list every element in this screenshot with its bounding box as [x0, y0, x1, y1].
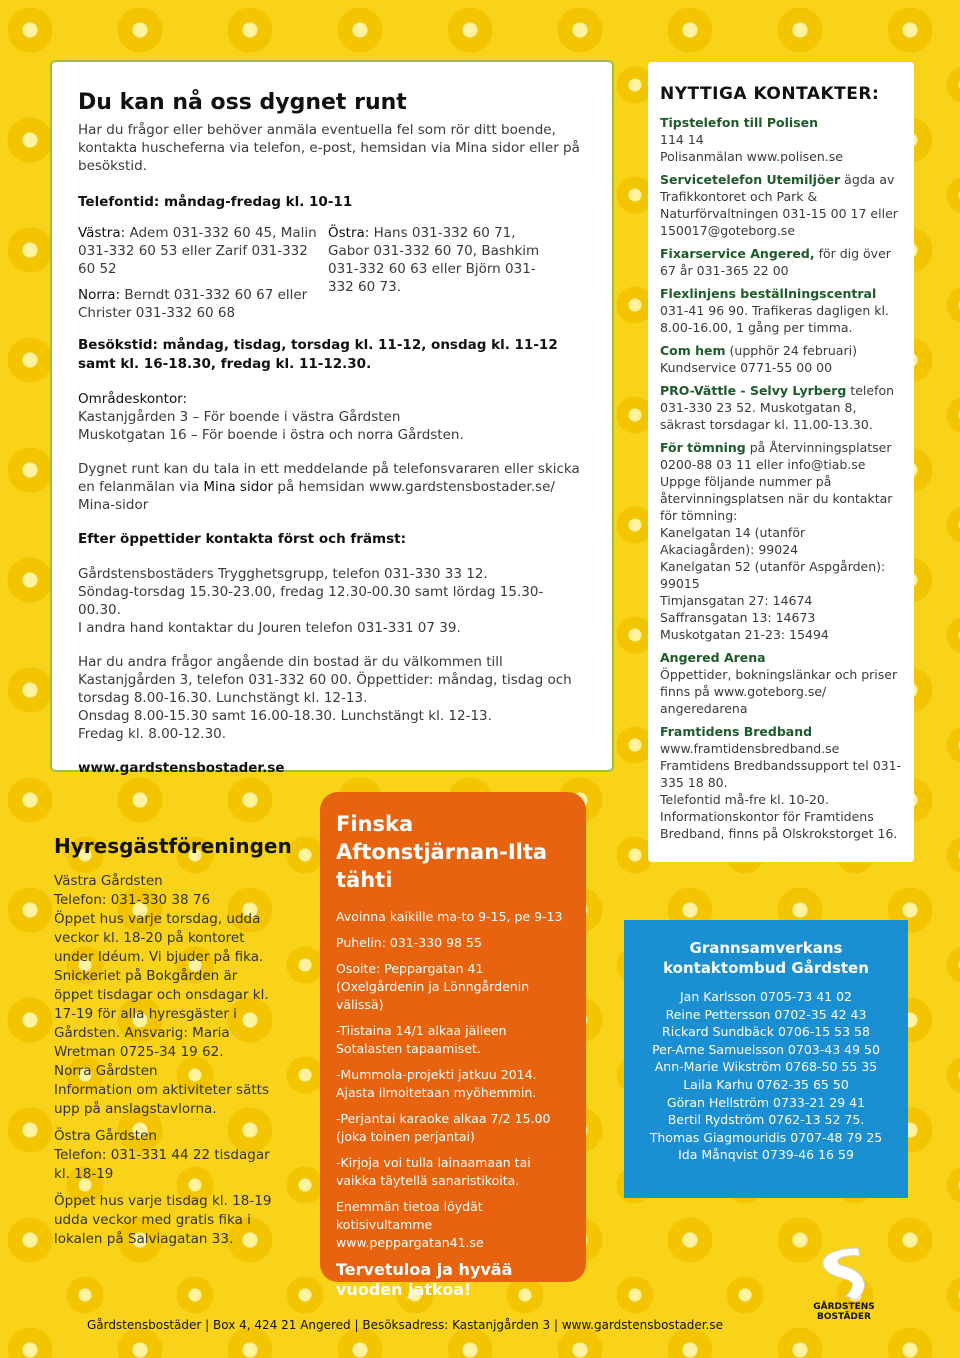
granne-person: Bertil Rydström 0762-13 52 75.: [667, 1112, 865, 1128]
night-info: Dygnet runt kan du tala in ett meddelande på telefonsvararen eller skicka en felanmälan via Mina sidor på hemsidan www.gardstensbostader.se/ Mina-sidor: [78, 461, 580, 513]
police-heading: Tipstelefon till Polisen: [660, 115, 819, 130]
hgf-ostra-open: Öppet hus varje tisdag kl. 18-19 udda veckor med gratis fika i lokalen på Salviagatan 33.: [54, 1193, 272, 1247]
police-report: Polisanmälan www.polisen.se: [660, 149, 843, 164]
footer: Gårdstensbostäder | Box 4, 424 21 Angered | Besöksadress: Kastanjgården 3 | www.gardstensbostader.se: [86, 1318, 724, 1332]
hgf-ostra-phone: Telefon: 031-331 44 22 tisdagar kl. 18-19: [54, 1147, 270, 1182]
tomning-item: Kanelgatan 52 (utanför Aspgården): 99015: [660, 559, 886, 591]
tomning-item: Muskotgatan 21-23: 15494: [660, 627, 829, 642]
vastra-label: Västra:: [78, 225, 126, 241]
norra-label: Norra:: [78, 287, 121, 303]
main-title: Du kan nå oss dygnet runt: [78, 90, 407, 115]
office-line-2: Muskotgatan 16 – För boende i östra och norra Gårdsten.: [78, 427, 464, 443]
granne-person: Reine Pettersson 0702-35 42 43: [665, 1006, 867, 1022]
flex-text: 031-41 96 90. Trafikeras dagligen kl. 8.00-16.00, 1 gång per timma.: [660, 303, 889, 335]
granne-person: Ann-Marie Wikström 0768-50 55 35: [654, 1059, 878, 1075]
finska-news-4: -Kirjoja voi tulla lainaamaan tai vaikka täytellä sanaristikoita.: [336, 1155, 531, 1188]
tomning-item: Kanelgatan 14 (utanför Akaciagården): 99024: [660, 525, 806, 557]
grannsamverkan-box: [624, 920, 908, 1198]
norra-contacts: Berndt 031-332 60 67 eller Christer 031-332 60 68: [78, 287, 308, 321]
other-questions: Har du andra frågor angående din bostad är du välkommen till Kastanjgården 3, telefon 031-332 60 00. Öppettider: måndag, tisdag och torsdag 8.00-16.30. Lunchstängt kl. 12-13.: [78, 654, 572, 706]
ostra-label: Östra:: [328, 225, 370, 241]
service-text: ägda av Trafikkontoret och Park & Naturförvaltningen 031-15 00 17 eller 150017@goteborg.se: [660, 172, 898, 238]
logo-line-1: GÅRDSTENS: [813, 1302, 875, 1312]
office-title: Områdeskontor:: [78, 391, 188, 407]
phone-time: Telefontid: måndag-fredag kl. 10-11: [78, 194, 353, 210]
fix-heading: Fixarservice Angered,: [660, 246, 815, 261]
granne-person: Ida Månqvist 0739-46 16 59: [678, 1147, 854, 1163]
after-hours-title: Efter öppettider kontakta först och främst:: [78, 531, 407, 547]
other-friday: Fredag kl. 8.00-12.30.: [78, 726, 227, 742]
finska-news-1: -Tiistaina 14/1 alkaa jälleen Sotalasten tapaamiset.: [336, 1023, 507, 1056]
finska-title: Finska Aftonstjärnan-Ilta tähti: [336, 812, 548, 892]
useful-contacts-box: [648, 62, 914, 862]
arena-heading: Angered Arena: [660, 650, 766, 665]
framtiden-heading: Framtidens Bredband: [660, 724, 813, 739]
finska-closing: Tervetuloa ja hyvää vuoden jatkoa!: [336, 1260, 513, 1299]
finska-news-3: -Perjantai karaoke alkaa 7/2 15.00 (joka toinen perjantai): [336, 1111, 551, 1144]
ostra-contacts: Hans 031-332 60 71, Gabor 031-332 60 70, Bashkim 031-332 60 63 eller Björn 031-332 60 73.: [328, 225, 540, 295]
tomning-heading: För tömning: [660, 440, 746, 455]
after-hours-1: Gårdstensbostäders Trygghetsgrupp, telefon 031-330 33 12.: [78, 566, 488, 582]
logo-s-icon: [800, 1244, 888, 1304]
granne-person: Jan Karlsson 0705-73 41 02: [679, 989, 853, 1004]
intro-text: Har du frågor eller behöver anmäla eventuella fel som rör ditt boende, kontakta huscheferna via telefon, e-post, hemsidan via Mina sidor eller på besökstid.: [78, 122, 580, 174]
hgf-vastra-phone: Telefon: 031-330 38 76: [54, 892, 211, 908]
police-number: 114 14: [660, 132, 704, 147]
fix-text: för dig över 67 år 031-365 22 00: [660, 246, 891, 278]
after-hours-2: Söndag-torsdag 15.30-23.00, fredag 12.30-00.30 samt lördag 15.30-00.30.: [78, 584, 544, 618]
comhem-heading: Com hem: [660, 343, 726, 358]
finska-address: Osoite: Peppargatan 41 (Oxelgårdenin ja Lönngårdenin välissä): [336, 961, 530, 1012]
finska-website: Enemmän tietoa löydät kotisivultamme www.peppargatan41.se: [336, 1199, 484, 1250]
finska-phone: Puhelin: 031-330 98 55: [336, 935, 482, 950]
contact-columns: [78, 224, 586, 326]
logo-line-2: BOSTÄDER: [817, 1312, 871, 1322]
other-wednesday: Onsdag 8.00-15.30 samt 16.00-18.30. Lunchstängt kl. 12-13.: [78, 708, 492, 724]
office-line-1: Kastanjgården 3 – För boende i västra Gårdsten: [78, 409, 401, 425]
useful-contacts-title: NYTTIGA KONTAKTER:: [660, 84, 880, 104]
mina-sidor-link[interactable]: Mina sidor: [203, 479, 274, 495]
hyresgastforeningen-section: [42, 824, 290, 1264]
tomning-text: på Återvinningsplatser 0200-88 03 11 eller info@tiab.se Uppge följande nummer på återvinningsplatsen när du kontaktar för tömning:: [660, 440, 893, 523]
finska-news-2: -Mummola-projekti jatkuu 2014. Ajasta ilmoitetaan myöhemmin.: [336, 1067, 537, 1100]
after-hours-3: I andra hand kontaktar du Jouren telefon 031-331 07 39.: [78, 620, 461, 636]
framtiden-phone-time: Telefontid må-fre kl. 10-20.: [660, 792, 829, 807]
framtiden-support: Framtidens Bredbandssupport tel 031-335 18 80.: [660, 758, 902, 790]
hgf-ostra-heading: Östra Gårdsten: [54, 1128, 157, 1144]
arena-text: Öppettider, bokningslänkar och priser finns på www.goteborg.se/ angeredarena: [660, 667, 898, 716]
hgf-title: Hyresgästföreningen: [54, 834, 292, 858]
hgf-vastra-open: Öppet hus varje torsdag, udda veckor kl. 18-20 på kontoret under Idéum. Vi bjuder på fika.: [54, 911, 264, 965]
granne-person: Göran Hellström 0733-21 29 41: [666, 1094, 866, 1110]
pro-heading: PRO-Vättle - Selvy Lyrberg: [660, 383, 847, 398]
framtiden-office: Informationskontor för Framtidens Bredband, finns på Olskrokstorget 16.: [660, 809, 898, 841]
pro-text: telefon 031-330 23 52. Muskotgatan 8, säkrast torsdagar kl. 11.00-13.30.: [660, 383, 895, 432]
granne-person: Thomas Giagmouridis 0707-48 79 25: [649, 1129, 883, 1145]
hgf-vastra-heading: Västra Gårdsten: [54, 873, 163, 889]
comhem-text: (upphör 24 februari) Kundservice 0771-55 00 00: [660, 343, 857, 375]
framtiden-url[interactable]: www.framtidensbredband.se: [660, 741, 840, 756]
tomning-item: Timjansgatan 27: 14674: [660, 593, 813, 608]
hgf-vastra-snickeri: Snickeriet på Bokgården är öppet tisdagar och onsdagar kl. 17-19 för alla hyresgäster i Gårdsten. Ansvarig: Maria Wretman 0725-34 19 62.: [54, 968, 269, 1060]
main-contact-box: [50, 60, 614, 776]
visit-time: Besökstid: måndag, tisdag, torsdag kl. 11-12, onsdag kl. 11-12 samt kl. 16-18.30, fredag kl. 11-12.30.: [78, 337, 558, 372]
vastra-contacts: Adem 031-332 60 45, Malin 031-332 60 53 eller Zarif 031-332 60 52: [78, 225, 317, 277]
granne-person: Rickard Sundbäck 0706-15 53 58: [662, 1024, 870, 1040]
service-heading: Servicetelefon Utemiljöer: [660, 172, 841, 187]
flex-heading: Flexlinjens beställningscentral: [660, 286, 877, 301]
granne-person: Per-Arne Samuelsson 0703-43 49 50: [652, 1041, 880, 1057]
granne-title: Grannsamverkans kontaktombud Gårdsten: [663, 939, 869, 977]
website-link[interactable]: www.gardstensbostader.se: [78, 760, 285, 776]
finska-open: Avoinna kaikille ma-to 9-15, pe 9-13: [336, 909, 563, 924]
granne-person: Laila Karhu 0762-35 65 50: [683, 1076, 849, 1092]
hgf-norra-heading: Norra Gårdsten: [54, 1063, 158, 1079]
tomning-item: Saffransgatan 13: 14673: [660, 610, 816, 625]
finska-aftonstjarnan-box: [320, 792, 586, 1299]
hgf-norra-info: Information om aktiviteter sätts upp på anslagstavlorna.: [54, 1082, 269, 1117]
